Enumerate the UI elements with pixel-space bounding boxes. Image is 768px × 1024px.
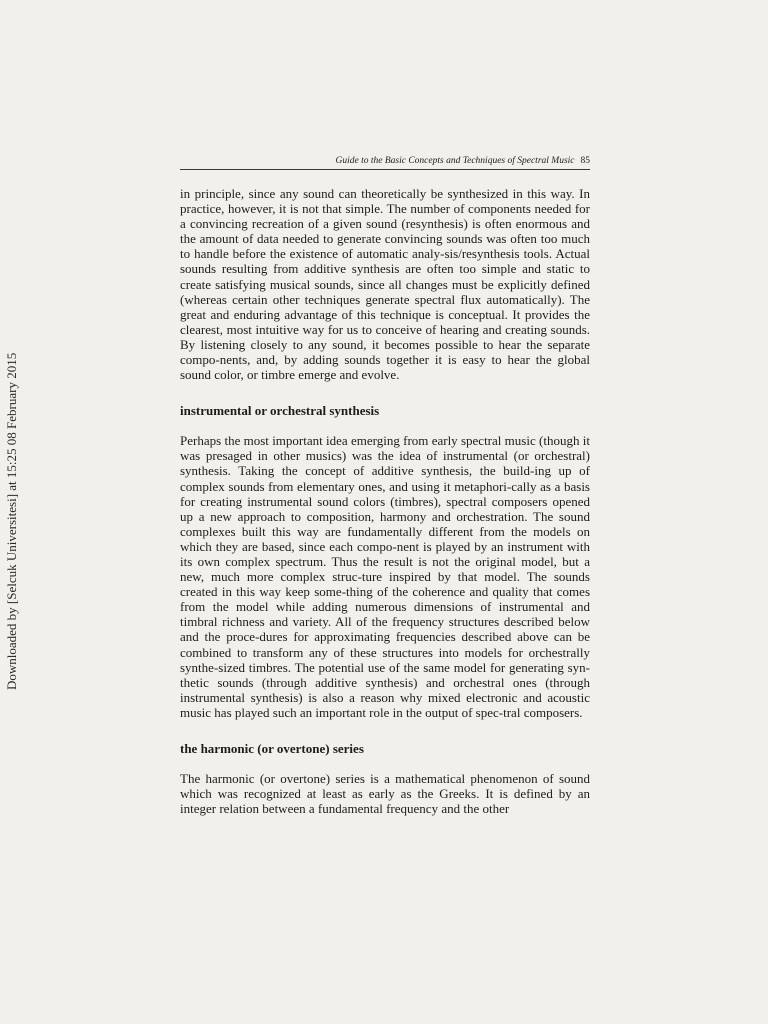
main-text [180, 186, 590, 816]
download-stamp: Downloaded by [Selcuk Universitesi] at 15:25 08 February 2015 [4, 352, 19, 690]
running-head [180, 156, 590, 170]
section-heading-instrumental-synthesis: instrumental or orchestral synthesis [180, 403, 380, 419]
page-number: 85 [580, 156, 590, 166]
running-title: Guide to the Basic Concepts and Techniques of Spectral Music [335, 156, 575, 166]
section-heading-harmonic-series: the harmonic (or overtone) series [180, 741, 364, 756]
paragraph-additive-synthesis: in principle, since any sound can theoretically be synthesized in this way. In practice, however, it is not that simple. The number of components needed for a convincing recreation of a given sound (resynthesis) is often enormous and the amount of data needed to generate convincing sounds was often too much to handle before the existence of automatic analy-sis/resynthesis tools. Actual sounds resulting from additive synthesis are often too simple and static to create satisfying musical sounds, since all changes must be explicitly defined (whereas certain other techniques generate spectral flux automatically). The great and enduring advantage of this technique is conceptual. It provides the clearest, most intuitive way for us to conceive of hearing and creating sounds. By listening closely to any sound, it becomes possible to hear the separate compo-nents, and, by adding sounds together it is easy to hear the global sound color, or timbre emerge and evolve. [180, 186, 590, 383]
paragraph-instrumental-synthesis: Perhaps the most important idea emerging from early spectral music (though it was presaged in other musics) was the idea of instrumental (or orchestral) synthesis. Taking the concept of additive synthesis, the build-ing up of complex sounds from elementary ones, and using it metaphori-cally as a basis for creating instrumental sound colors (timbres), spectral composers opened up a new approach to composition, harmony and orchestration. The sound complexes built this way are fundamentally different from the models on which they are based, since each compo-nent is played by an instrument with its own complex spectrum. Thus the result is not the original model, but a new, much more complex struc-ture inspired by that model. The sounds created in this way keep some-thing of the coherence and quality that comes from the model while adding numerous dimensions of instrumental and timbral richness and variety. All of the frequency structures described below and the proce-dures for approximating frequencies described above can be combined to transform any of these structures into models for orchestrally synthe-sized timbres. The potential use of the same model for generating syn-thetic sounds (through additive synthesis) and orchestral ones (through instrumental synthesis) is also a reason why mixed electronic and acoustic music has played such an important role in the output of spec-tral composers. [180, 433, 590, 720]
paragraph-harmonic-series: The harmonic (or overtone) series is a mathematical phenomenon of sound which was recognized at least as early as the Greeks. It is defined by an integer relation between a fundamental frequency and the other [180, 771, 590, 817]
